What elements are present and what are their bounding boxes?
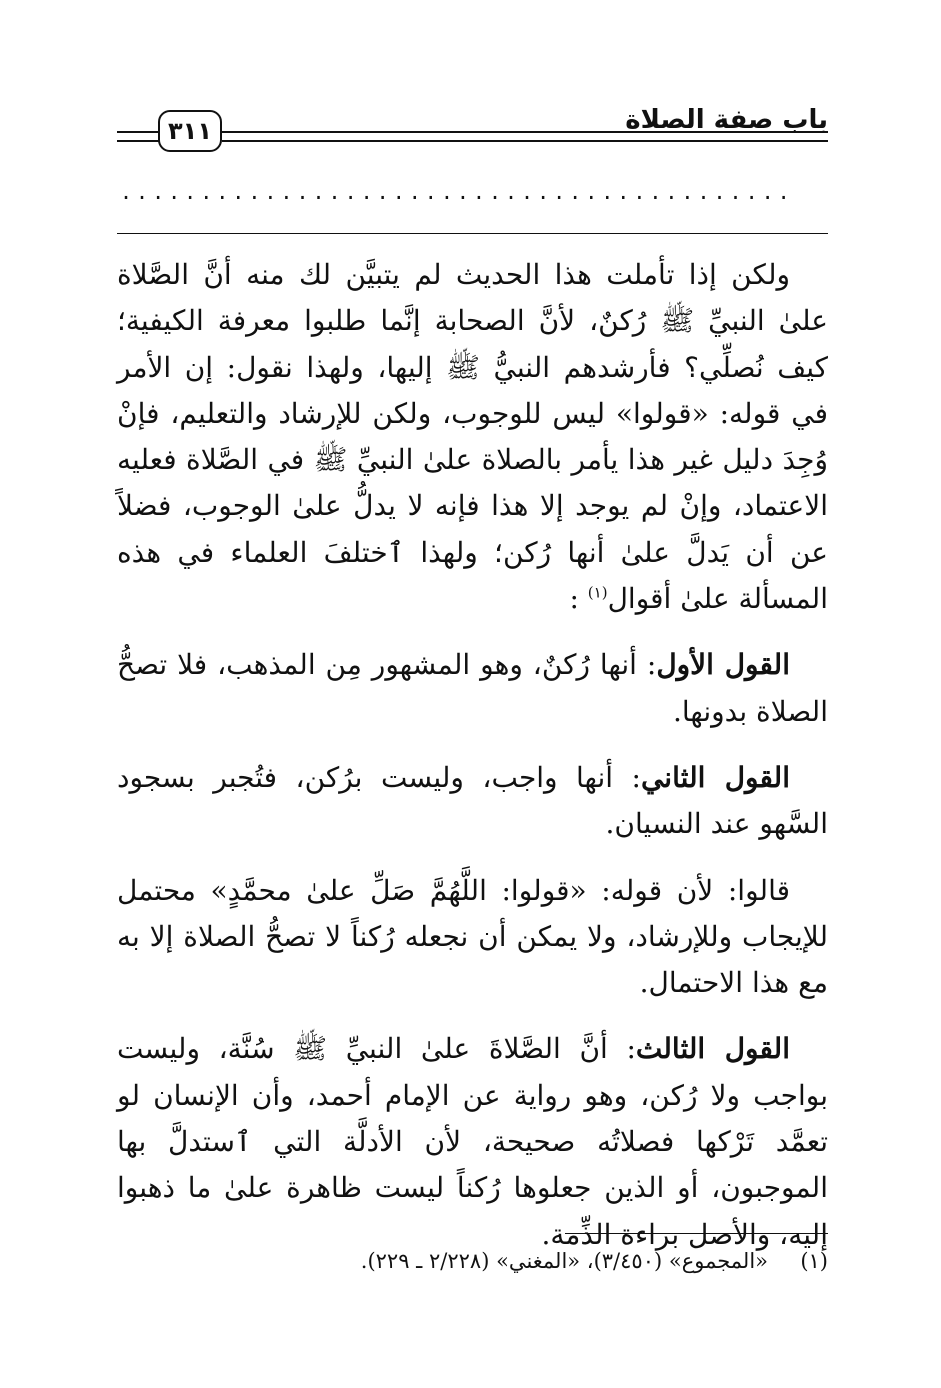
footnote-text: «المجموع» (٣/٤٥٠)، «المغني» (٢/٢٢٨ ـ ٢٢٩). (360, 1249, 768, 1273)
footnote-rule (565, 1233, 828, 1234)
page-number: ٣١١ (158, 110, 222, 152)
footnote-number: (١) (800, 1249, 828, 1273)
second-opinion-text: : أنها واجب، وليست برُكن، فتُجبر بسجود السَّهو عند النسيان. (117, 760, 828, 841)
second-opinion-term: القول الثاني (640, 760, 790, 794)
top-rule (117, 233, 828, 234)
paragraph-first-opinion (117, 642, 828, 735)
footnote-ref[interactable]: (١) (587, 583, 608, 602)
main-text (117, 252, 828, 1258)
first-opinion-text: : أنها رُكنٌ، وهو المشهور مِن المذهب، فلا تصحُّ الصلاة بدونها. (117, 648, 828, 728)
header-rule-left (117, 131, 159, 142)
third-opinion-term: القول الثالث (635, 1032, 790, 1066)
paragraph-intro-text: ولكن إذا تأملت هذا الحديث لم يتبيَّن لك منه أنَّ الصَّلاة علىٰ النبيِّ ﷺ رُكنٌ، لأنَّ الصحابة إنَّما طلبوا معرفة الكيفية؛ كيف نُصلِّي؟ فأرشدهم النبيُّ ﷺ إليها، ولهذا نقول: إن الأمر في قوله: «قولوا» ليس للوجوب، ولكن للإرشاد والتعليم، فإنْ وُجِدَ دليل غير هذا يأمر بالصلاة علىٰ النبيِّ ﷺ في الصَّلاة فعليه الاعتماد، وإنْ لم يوجد إلا هذا فإنه لا يدلُّ علىٰ الوجوب، فضلاً عن أن يَدلَّ علىٰ أنها رُكن؛ ولهذا ٱختلفَ العلماء في هذه المسألة علىٰ أقوال (117, 258, 828, 616)
paragraph-third-opinion (117, 1026, 828, 1257)
paragraph-argument: قالوا: لأن قوله: «قولوا: اللَّهُمَّ صَلِّ علىٰ محمَّدٍ» محتمل للإيجاب وللإرشاد، ولا يمكن أن نجعله رُكناً لا تصحُّ الصلاة إلا به مع هذا الاحتمال. (117, 873, 828, 1000)
paragraph-second-opinion (117, 755, 828, 848)
paragraph-intro (117, 252, 828, 622)
chapter-title: باب صفة الصلاة (625, 105, 828, 135)
footnote (113, 1245, 828, 1277)
first-opinion-term: القول الأول (656, 648, 790, 682)
colon: : (569, 582, 579, 616)
third-opinion-text: : أنَّ الصَّلاةَ علىٰ النبيِّ ﷺ سُنَّة، وليست بواجب ولا رُكن، وهو رواية عن الإمام أحمد، وأن الإنسان لو تعمَّد تَرْكها فصلاتُه صحيحة، لأن الأدلَّة التي ٱستدلَّ بها الموجبون، أو الذين جعلوها رُكناً ليست ظاهرة علىٰ ما ذهبوا إليه، والأصل براءة الذِّمة. (117, 1032, 828, 1251)
header-rule-right (222, 131, 828, 142)
dotted-separator: .......................................... (120, 180, 794, 204)
